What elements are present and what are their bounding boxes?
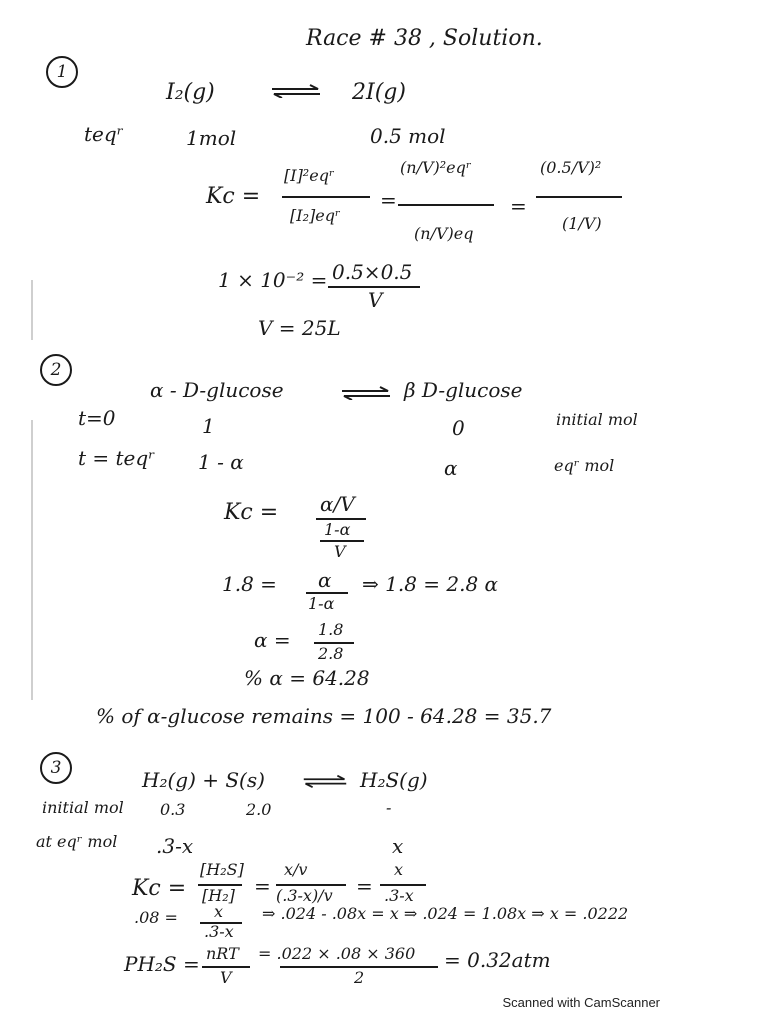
q1-result: V = 25L bbox=[258, 316, 341, 340]
q3-f3-den: .3-x bbox=[384, 886, 414, 905]
q1-rhs-num: 0.5×0.5 bbox=[332, 260, 413, 284]
q2-kc-num: α/V bbox=[320, 492, 355, 516]
q3-eq-h2s: x bbox=[392, 834, 404, 858]
q1-equals-1: = bbox=[380, 188, 397, 212]
q3-initial-h2: 0.3 bbox=[160, 800, 186, 819]
q3-f1-den: [H₂] bbox=[202, 886, 235, 905]
q3-equals-a: = bbox=[254, 874, 271, 898]
q2-reactant-eq: 1 - α bbox=[198, 450, 244, 474]
q2-line1-lhs: 1.8 = bbox=[222, 572, 277, 596]
q3-pressure-num: nRT bbox=[206, 944, 239, 963]
question-2-number: 2 bbox=[40, 354, 72, 386]
q2-line1-rhs: ⇒ 1.8 = 2.8 α bbox=[362, 572, 499, 596]
q3-equals-b: = bbox=[356, 874, 373, 898]
q1-equals-2: = bbox=[510, 194, 527, 218]
fraction-bar bbox=[282, 196, 370, 198]
q2-line2-lhs: α = bbox=[254, 628, 291, 652]
q1-lhs: 1 × 10⁻² = bbox=[218, 268, 328, 292]
q3-f2-num: x/v bbox=[284, 860, 308, 879]
q3-pressure-calc-den: 2 bbox=[354, 968, 365, 987]
q2-reactant: α - D-glucose bbox=[150, 378, 284, 402]
scanner-watermark: Scanned with CamScanner bbox=[502, 995, 660, 1010]
q2-f2-den: 2.8 bbox=[318, 644, 344, 663]
q1-product: 2I(g) bbox=[352, 80, 406, 105]
q1-teq-label: teqʳ bbox=[84, 122, 124, 146]
q3-pressure-result: = 0.32atm bbox=[444, 948, 551, 972]
q3-line2-frac-num: x bbox=[214, 902, 224, 921]
q1-kc-label: Kc = bbox=[206, 184, 261, 209]
question-3-number: 3 bbox=[40, 752, 72, 784]
q3-product: H₂S(g) bbox=[360, 768, 428, 792]
q2-initial-label: initial mol bbox=[556, 410, 638, 429]
margin-line bbox=[31, 280, 33, 340]
q3-line2-frac-den: .3-x bbox=[204, 922, 234, 941]
q3-initial-s: 2.0 bbox=[246, 800, 272, 819]
q3-reactants: H₂(g) + S(s) bbox=[142, 768, 265, 792]
q2-f1-num: α bbox=[318, 568, 332, 592]
q3-eq-h2: .3-x bbox=[156, 834, 194, 858]
q3-initial-label: initial mol bbox=[42, 798, 124, 817]
q2-percent-alpha: % α = 64.28 bbox=[244, 666, 370, 690]
q2-f1-den: 1-α bbox=[308, 594, 335, 613]
q3-pressure-calc: = .022 × .08 × 360 bbox=[258, 944, 416, 963]
q2-product-initial: 0 bbox=[452, 416, 465, 440]
q1-mol-2: 0.5 mol bbox=[370, 124, 446, 148]
equilibrium-arrow-icon bbox=[340, 386, 392, 400]
equilibrium-arrow-icon bbox=[302, 774, 348, 788]
q3-initial-h2s: - bbox=[386, 798, 392, 817]
q2-remains: % of α-glucose remains = 100 - 64.28 = 35.7 bbox=[96, 704, 552, 728]
q2-reactant-initial: 1 bbox=[202, 414, 215, 438]
q2-t0-label: t=0 bbox=[78, 406, 116, 430]
q1-fraction3-den: (1/V) bbox=[562, 214, 602, 233]
q2-product-eq: α bbox=[444, 456, 458, 480]
q1-reactant: I₂(g) bbox=[166, 80, 215, 105]
q1-fraction2-num: (n/V)²eqʳ bbox=[400, 158, 472, 177]
q1-fraction1-den: [I₂]eqʳ bbox=[290, 206, 341, 225]
fraction-bar bbox=[398, 204, 494, 206]
q3-pressure-den: V bbox=[220, 968, 232, 987]
fraction-bar bbox=[536, 196, 622, 198]
q3-line2-lhs: .08 = bbox=[134, 908, 178, 927]
q3-ateq-label: at eqʳ mol bbox=[36, 832, 118, 851]
question-1-number: 1 bbox=[46, 56, 78, 88]
q3-line2-rhs: ⇒ .024 - .08x = x ⇒ .024 = 1.08x ⇒ x = .0222 bbox=[262, 904, 629, 923]
page-title: Race # 38 , Solution. bbox=[306, 26, 543, 51]
q1-fraction2-den: (n/V)eq bbox=[414, 224, 474, 243]
q1-rhs-den: V bbox=[368, 288, 383, 312]
margin-line bbox=[31, 420, 33, 700]
q3-f3-num: x bbox=[394, 860, 404, 879]
q1-mol-1: 1mol bbox=[186, 126, 237, 150]
q3-f1-num: [H₂S] bbox=[200, 860, 244, 879]
q2-product: β D-glucose bbox=[404, 378, 523, 402]
q2-teq-label: t = teqʳ bbox=[78, 446, 156, 470]
q2-kc-den1: 1-α bbox=[324, 520, 351, 539]
q3-kc-label: Kc = bbox=[132, 876, 187, 901]
q2-kc-den2: V bbox=[334, 542, 346, 561]
q3-pressure-label: PH₂S = bbox=[124, 952, 200, 976]
q2-eqmol-label: eqʳ mol bbox=[554, 456, 615, 475]
q2-kc-label: Kc = bbox=[224, 500, 279, 525]
equilibrium-arrow-icon bbox=[270, 84, 322, 98]
q3-f2-den: (.3-x)/v bbox=[276, 886, 333, 905]
q1-fraction1-num: [I]²eqʳ bbox=[284, 166, 335, 185]
q1-fraction3-num: (0.5/V)² bbox=[540, 158, 602, 177]
q2-f2-num: 1.8 bbox=[318, 620, 344, 639]
